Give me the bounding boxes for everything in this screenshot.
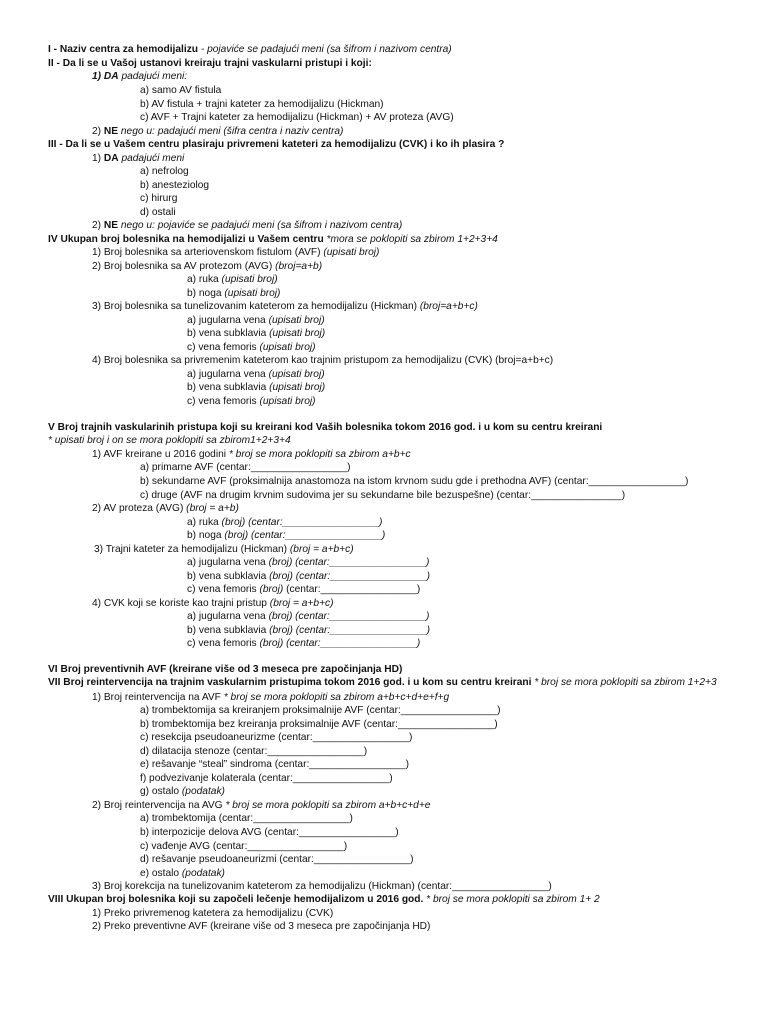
- form-line: [187, 610, 429, 623]
- line-text: 1) Broj reintervencija na AVF: [92, 692, 221, 703]
- form-line: [140, 718, 498, 731]
- line-text: c) vena femoris: [187, 396, 260, 407]
- form-line: [140, 785, 225, 798]
- line-text: d) dilatacija stenoze (centar:_________________): [140, 746, 368, 757]
- form-line: [140, 192, 177, 205]
- form-line: [140, 179, 209, 192]
- line-text: a) nefrolog: [140, 166, 189, 177]
- line-italic-note: nego u: pojaviće se padajući meni (sa šifrom i nazivom centra): [118, 220, 403, 231]
- line-text: c) hirurg: [140, 193, 178, 204]
- form-line: [92, 125, 343, 138]
- form-line: [48, 138, 504, 151]
- line-italic-note: (upisati broj): [259, 342, 316, 353]
- line-italic-note: (upisati broj): [266, 328, 326, 339]
- line-text: b) vena subklavia: [187, 382, 267, 393]
- line-italic-note: (broj = a+b): [183, 503, 239, 514]
- form-line: [140, 84, 221, 97]
- form-line: [48, 57, 372, 70]
- line-text: 2): [92, 220, 104, 231]
- form-line: [48, 43, 452, 56]
- line-italic-note: * broj se mora poklopiti sa zbirom a+b+c+d+e: [222, 800, 431, 811]
- form-line: [140, 826, 399, 839]
- form-line: [92, 354, 553, 367]
- form-line: [48, 893, 600, 906]
- form-line: [92, 300, 478, 313]
- line-text: a) primarne AVF (centar:_________________): [140, 462, 351, 473]
- line-text: a) jugularna vena: [187, 369, 266, 380]
- line-text: b) sekundarne AVF (proksimalnija anastomoza na istom krvnom sudu gde i prethodna AVF) (centar:_________________): [140, 476, 689, 487]
- line-text: c) vena femoris: [187, 342, 260, 353]
- line-text: e) ostalo: [140, 868, 180, 879]
- form-line: [140, 165, 189, 178]
- line-italic-note: * broj se mora poklopiti sa zbirom a+b+c: [228, 449, 411, 460]
- form-line: [92, 448, 411, 461]
- line-italic-note: padajući meni: [118, 153, 185, 164]
- line-text: g) ostalo: [140, 786, 180, 797]
- line-text-tail: (centar:_________________): [283, 584, 421, 595]
- line-text: 1) Preko privremenog katetera za hemodijalizu (CVK): [92, 908, 334, 919]
- form-line: [140, 489, 625, 502]
- line-italic-note: (broj=a+b): [272, 261, 323, 272]
- line-text: c) vađenje AVG (centar:_________________): [140, 841, 348, 852]
- line-italic-note: (broj=a+b+c): [417, 301, 478, 312]
- line-bold-text: VII Broj reintervencija na trajnim vaskularnim pristupima tokom 2016 god. i u kom su centru kreirani: [48, 677, 532, 688]
- line-italic-note: (upisati broj): [221, 288, 281, 299]
- form-line: [140, 111, 454, 124]
- line-text: b) noga: [187, 288, 222, 299]
- line-text: a) trombektomija (centar:_________________): [140, 813, 353, 824]
- line-italic-note: (podatak): [179, 868, 225, 879]
- line-bold-text: NE: [103, 220, 119, 231]
- line-italic-note: *mora se poklopiti sa zbirom 1+2+3+4: [323, 234, 498, 245]
- line-italic-note: * upisati broj i on se mora poklopiti sa zbirom1+2+3+4: [48, 435, 291, 446]
- form-line: [48, 676, 717, 689]
- line-italic-note: (upisati broj): [259, 396, 316, 407]
- line-text: 1) AVF kreirane u 2016 godini: [92, 449, 229, 460]
- line-bold-text: IV Ukupan broj bolesnika na hemodijalizi u Vašem centru: [48, 234, 324, 245]
- line-bold-text: I - Naziv centra za hemodijalizu: [48, 44, 199, 55]
- line-text: 3) Trajni kateter za hemodijalizu (Hickman): [94, 544, 288, 555]
- line-text: 1) Broj bolesnika sa arteriovenskom fistulom (AVF): [92, 247, 321, 258]
- line-italic-note: (broj) (centar:_________________): [266, 571, 430, 582]
- form-line: [140, 731, 412, 744]
- form-line: [92, 152, 184, 165]
- form-line: [187, 529, 385, 542]
- form-line: [92, 907, 333, 920]
- line-text: 2): [92, 126, 104, 137]
- line-text: a) trombektomija sa kreiranjem proksimalnije AVF (centar:_________________): [140, 705, 501, 716]
- line-text: a) jugularna vena: [187, 611, 266, 622]
- line-text: c) AVF + Trajni kateter za hemodijalizu (Hickman) + AV proteza (AVG): [140, 112, 454, 123]
- form-line: [187, 381, 325, 394]
- line-text: f) podvezivanje kolaterala (centar:_________________): [140, 773, 393, 784]
- line-italic-note: (upisati broj): [218, 274, 278, 285]
- line-italic-note: (broj) (centar:_________________): [265, 557, 430, 568]
- line-text: c) vena femoris: [187, 584, 260, 595]
- form-line: [48, 434, 291, 447]
- line-italic-note: (podatak): [179, 786, 225, 797]
- line-text: b) vena subklavia: [187, 571, 267, 582]
- form-line: [187, 583, 420, 596]
- line-text: 2) Preko preventivne AVF (kreirane više od 3 meseca pre započinjanja HD): [92, 921, 431, 932]
- line-italic-note: (upisati broj): [265, 369, 325, 380]
- form-line: [140, 758, 409, 771]
- form-line: [92, 502, 239, 515]
- line-text: b) vena subklavia: [187, 328, 267, 339]
- form-line: [140, 206, 176, 219]
- form-line: [92, 880, 552, 893]
- line-bold-text: III - Da li se u Vašem centru plasiraju privremeni kateteri za hemodijalizu (CVK) i ko ih plasira ?: [48, 139, 505, 150]
- form-line: [140, 475, 688, 488]
- form-line: [187, 570, 430, 583]
- line-text: b) trombektomija bez kreiranja proksimalnije AVF (centar:_________________): [140, 719, 498, 730]
- line-option-label: 1) DA: [92, 71, 119, 82]
- form-line: [187, 395, 316, 408]
- form-line: [92, 597, 334, 610]
- line-text: a) samo AV fistula: [140, 85, 222, 96]
- form-line: [92, 691, 449, 704]
- line-italic-note: (broj): [259, 584, 284, 595]
- form-line: [48, 663, 402, 676]
- line-italic-note: * broj se mora poklopiti sa zbirom a+b+c+d+e+f+g: [220, 692, 450, 703]
- line-text: b) vena subklavia: [187, 625, 267, 636]
- line-italic-note: * broj se mora poklopiti sa zbirom 1+2+3: [531, 677, 717, 688]
- line-text: c) vena femoris: [187, 638, 260, 649]
- form-line: [48, 233, 498, 246]
- line-italic-note: (upisati broj): [266, 382, 326, 393]
- form-line: [94, 543, 354, 556]
- form-line: [92, 246, 379, 259]
- form-line: [140, 853, 414, 866]
- line-text: c) druge (AVF na drugim krvnim sudovima jer su sekundarne bile bezuspešne) (centar:________________): [140, 490, 626, 501]
- line-italic-note: - pojaviće se padajući meni (sa šifrom i nazivom centra): [198, 44, 452, 55]
- form-line: [187, 368, 325, 381]
- line-bold-text: VIII Ukupan broj bolesnika koji su započeli lečenje hemodijalizom u 2016 god.: [48, 894, 424, 905]
- form-line: [140, 772, 393, 785]
- line-italic-note: nego u: padajući meni (šifra centra i naziv centra): [118, 126, 344, 137]
- form-line: [187, 327, 325, 340]
- line-text: 3) Broj bolesnika sa tunelizovanim kateterom za hemodijalizu (Hickman): [92, 301, 418, 312]
- form-line: [187, 637, 420, 650]
- line-italic-note: padajući meni:: [118, 71, 188, 82]
- line-text: a) ruka: [187, 274, 219, 285]
- line-text: 1): [92, 153, 104, 164]
- form-line: [92, 920, 430, 933]
- line-bold-text: II - Da li se u Vašoj ustanovi kreiraju trajni vaskularni pristupi i koji:: [48, 58, 372, 69]
- line-text: b) noga: [187, 530, 222, 541]
- form-line: [92, 219, 402, 232]
- line-text: c) resekcija pseudoaneurizme (centar:_________________): [140, 732, 413, 743]
- line-text: b) interpozicije delova AVG (centar:_________________): [140, 827, 399, 838]
- line-text: a) jugularna vena: [187, 557, 266, 568]
- form-line: [140, 745, 367, 758]
- line-bold-text: DA: [103, 153, 119, 164]
- form-line: [48, 421, 602, 434]
- line-bold-text: V Broj trajnih vaskularinih pristupa koji su kreirani kod Vaših bolesnika tokom 2016 god. i u kom su centru kreirani: [48, 422, 603, 433]
- line-italic-note: (broj = a+b+c): [287, 544, 354, 555]
- line-text: 2) Broj reintervencija na AVG: [92, 800, 223, 811]
- line-italic-note: (upisati broj): [265, 315, 325, 326]
- line-italic-note: * broj se mora poklopiti sa zbirom 1+ 2: [423, 894, 600, 905]
- line-bold-text: VI Broj preventivnih AVF (kreirane više od 3 meseca pre započinjanja HD): [48, 664, 403, 675]
- line-italic-note: (upisati broj): [320, 247, 380, 258]
- form-line: [140, 867, 225, 880]
- line-text: 2) Broj bolesnika sa AV protezom (AVG): [92, 261, 273, 272]
- line-italic-note: (broj) (centar:_________________): [218, 517, 383, 528]
- form-line: [187, 287, 280, 300]
- form-line: [187, 624, 430, 637]
- line-text: 4) Broj bolesnika sa privremenim kateterom kao trajnim pristupom za hemodijalizu (CVK) (broj=a+b+c): [92, 355, 554, 366]
- form-line: [92, 799, 430, 812]
- line-text: 4) CVK koji se koriste kao trajni pristup: [92, 598, 267, 609]
- form-line: [187, 556, 429, 569]
- form-line: [140, 98, 384, 111]
- line-text: 3) Broj korekcija na tunelizovanim kateterom za hemodijalizu (Hickman) (centar:_________________): [92, 881, 552, 892]
- line-text: b) AV fistula + trajni kateter za hemodijalizu (Hickman): [140, 99, 384, 110]
- line-text: e) rešavanje “steal” sindroma (centar:_________________): [140, 759, 410, 770]
- form-line: [92, 70, 187, 83]
- line-text: a) ruka: [187, 517, 219, 528]
- line-italic-note: (broj = a+b+c): [266, 598, 334, 609]
- form-line: [187, 273, 278, 286]
- line-italic-note: (broj) (centar:_________________): [266, 625, 430, 636]
- line-text: a) jugularna vena: [187, 315, 266, 326]
- form-line: [140, 704, 501, 717]
- form-line: [92, 260, 322, 273]
- line-bold-text: NE: [103, 126, 119, 137]
- form-line: [140, 812, 353, 825]
- line-text: d) rešavanje pseudoaneurizmi (centar:_________________): [140, 854, 414, 865]
- line-italic-note: (broj) (centar:_________________): [259, 638, 421, 649]
- form-line: [140, 461, 351, 474]
- line-text: d) ostali: [140, 207, 176, 218]
- line-italic-note: (broj) (centar:_________________): [265, 611, 430, 622]
- line-italic-note: (broj) (centar:_________________): [221, 530, 386, 541]
- form-line: [140, 840, 347, 853]
- line-text: b) anesteziolog: [140, 180, 210, 191]
- form-line: [187, 314, 325, 327]
- form-line: [187, 341, 316, 354]
- line-text: 2) AV proteza (AVG): [92, 503, 184, 514]
- form-line: [187, 516, 382, 529]
